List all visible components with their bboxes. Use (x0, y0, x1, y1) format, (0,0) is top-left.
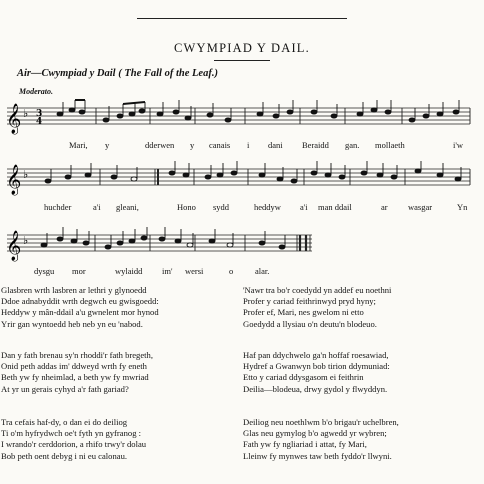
air-heading: Air—Cwympiad y Dail ( The Fall of the Leaf.) (17, 68, 218, 79)
verse-line: Glasbren wrth lasbren ar lethri y glynoedd (1, 285, 147, 295)
verse-line: Profer y cariad feithrinwyd pryd hyny; (243, 296, 376, 307)
verse-line: Deiliog neu noethlwm b'o brigau'r uchelbren, (243, 417, 399, 427)
stanza-left-3 (1, 417, 146, 462)
treble-clef-icon: 𝄞 (6, 165, 22, 195)
lyric-word: heddyw (254, 202, 281, 212)
lyric-word: dderwen (145, 140, 175, 150)
verse-line: Ddoe adnabyddit wrth degwch eu gwisgoedd: (1, 296, 159, 307)
verse-line: Profer ef, Mari, nes gwelom ni etto (243, 307, 364, 318)
verse-line: Lleinw fy mynwes taw beth fyddo'r llwyni. (243, 450, 392, 461)
staff-lines (7, 169, 470, 185)
lyric-word: i'w (453, 140, 464, 150)
stanza-right-3 (243, 417, 399, 462)
verse-line: Yrir gan wyntoedd heb neb yn eu 'nabod. (1, 318, 143, 329)
verse-line: Heddyw y mân-ddail a'u gwnelent mor hynod (1, 307, 159, 318)
verse-line: At yr un gerais cyhyd a'r fath gariad? (1, 383, 129, 394)
lyric-word: huchder (44, 202, 72, 212)
lyric-word: wasgar (408, 202, 433, 212)
lyric-word: wylaidd (115, 266, 143, 276)
music-staff-1 (0, 98, 484, 138)
notes (57, 100, 459, 122)
lyric-word: canais (209, 140, 231, 150)
lyric-word: o (229, 266, 234, 276)
lyric-word: mor (72, 266, 86, 276)
treble-clef-icon: 𝄞 (6, 104, 22, 134)
title-underline (214, 60, 270, 61)
verse-line: Hydref a Gwanwyn bob tirion ddymuniad: (243, 361, 390, 372)
lyric-word: i (247, 140, 250, 150)
lyric-word: gleani, (116, 202, 139, 212)
lyric-word: gan. (345, 140, 360, 150)
lyric-word: mollaeth (375, 140, 405, 150)
verse-line: Etto y cariad ddysgasom ei feithrin (243, 372, 364, 383)
stanza-left-2 (1, 350, 153, 395)
music-staff-3 (0, 225, 484, 265)
notes (41, 227, 285, 249)
lyric-word: ar (381, 202, 388, 212)
lyric-word: man ddail (318, 202, 352, 212)
page-title: CWYMPIAD Y DAIL. (174, 41, 310, 55)
lyric-word: y (190, 140, 195, 150)
lyric-word: a'i (300, 202, 308, 212)
lyric-word: a'i (93, 202, 101, 212)
lyric-word: y (105, 140, 110, 150)
stanza-right-2 (243, 350, 390, 395)
verse-line: Bob peth oent debyg i ni eu calonau. (1, 450, 128, 461)
lyric-word: Mari, (69, 140, 88, 150)
time-signature-bottom: 4 (36, 117, 43, 127)
lyric-word: dani (268, 140, 283, 150)
top-rule (137, 18, 347, 19)
flat-key-signature-icon: ♭ (23, 107, 29, 120)
stanza-right-1 (243, 285, 391, 330)
notes (45, 161, 461, 183)
stanza-left-1 (1, 285, 159, 330)
verse-line: Onid peth addas im' ddweyd wrth fy eneth (1, 361, 147, 372)
lyric-word: dysgu (34, 266, 55, 276)
lyric-word: Hono (177, 202, 196, 212)
verse-line: Beth yw fy nheimlad, a beth yw fy mwriad (1, 372, 149, 383)
tempo-marking: Moderato. (19, 87, 53, 96)
verse-line: Dan y fath brenau sy'n rhoddi'r fath bregeth, (1, 350, 154, 360)
lyric-word: sydd (213, 202, 230, 212)
lyric-word: im' (162, 266, 173, 276)
verse-line: Goedydd a llysiau o'n deutu'n blodeuo. (243, 318, 377, 329)
lyric-word: wersi (185, 266, 204, 276)
flat-key-signature-icon: ♭ (23, 168, 29, 181)
verse-line: Tra cefais haf-dy, o dan ei do deiliog (1, 417, 128, 427)
treble-clef-icon: 𝄞 (6, 231, 22, 261)
flat-key-signature-icon: ♭ (23, 234, 29, 247)
staff-lines (7, 108, 470, 124)
lyric-word: Beraidd (302, 140, 329, 150)
lyric-word: Yn (457, 202, 468, 212)
verse-line: Haf pan ddychwelo ga'n hoffaf roesawiad, (243, 350, 389, 360)
verse-line: I wrando'r cerddorion, a rhifo trwy'r dolau (1, 439, 147, 450)
time-signature-top: 3 (36, 109, 43, 119)
verse-line: Glas neu gymylog b'o agwedd yr wybren; (243, 428, 387, 439)
verse-line: 'Nawr tra bo'r coedydd yn addef eu noethni (243, 285, 392, 295)
lyric-word: alar. (255, 266, 270, 276)
verse-line: Ti o'm hyfrydwch oe't fyth yn gyfranog : (1, 428, 142, 439)
music-staff-2 (0, 159, 484, 199)
verse-line: Deilia—blodeua, drwy gydol y flwyddyn. (243, 383, 388, 394)
verse-line: Fath yw fy ngliariad i attat, fy Mari, (243, 439, 367, 450)
